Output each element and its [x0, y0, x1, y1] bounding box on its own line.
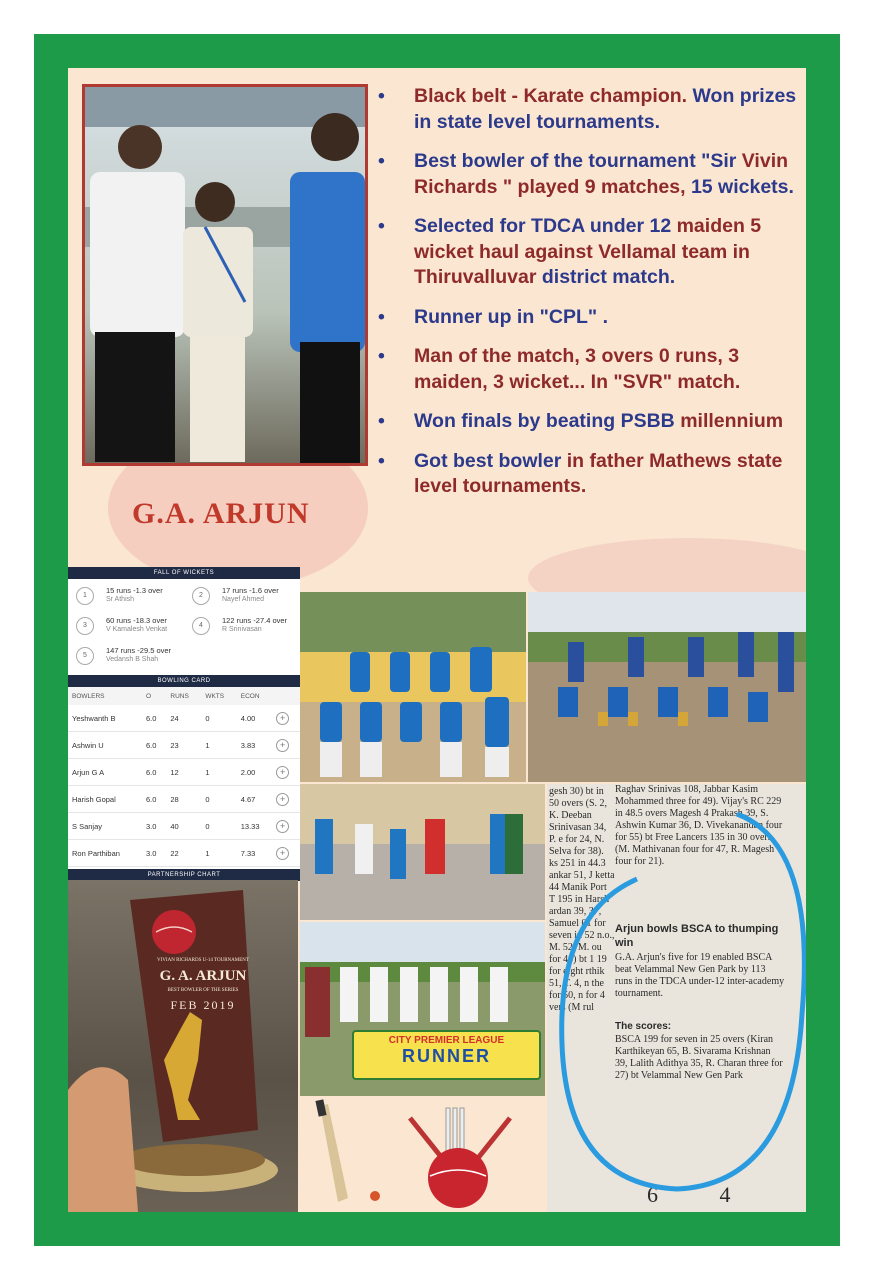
achievement-text: Won prizes in state level tournaments.: [414, 85, 797, 133]
wicket-batsman: Vedansh B Shah: [106, 656, 159, 663]
wicket-number: 3: [76, 617, 94, 635]
cell-econ: 4.00: [237, 705, 272, 732]
achievement-item: [378, 344, 798, 395]
cell-econ: 2.00: [237, 759, 272, 786]
bowling-table: [68, 687, 300, 867]
column-header-spacer: [272, 687, 300, 705]
cell-econ: 4.67: [237, 786, 272, 813]
presentation-photo: [300, 784, 545, 920]
cricket-clipart: [300, 1098, 545, 1212]
cell-runs: 22: [166, 840, 201, 867]
achievement-text: Got best bowler: [414, 449, 567, 472]
wicket-item: [106, 616, 167, 633]
wicket-batsman: Nayef Ahmed: [222, 596, 265, 603]
player-name: G.A. ARJUN: [132, 497, 310, 530]
achievement-text: millennium: [680, 410, 784, 432]
news-headline: Arjun bowls BSCA to thumping win: [615, 923, 779, 949]
table-row: [68, 840, 300, 867]
wicket-batsman: V Kamalesh Venkat: [106, 626, 168, 633]
cell-econ: 3.83: [237, 732, 272, 759]
fall-of-wickets-header: FALL OF WICKETS: [68, 567, 300, 579]
bowling-header-row: [68, 687, 300, 705]
achievement-item: [378, 409, 798, 435]
column-header: ECON: [237, 687, 272, 705]
table-row: [68, 786, 300, 813]
achievement-text: 15 wickets.: [690, 175, 794, 198]
cell-runs: 12: [166, 759, 201, 786]
bowling-body: [68, 705, 300, 867]
achievement-text: Black belt - Karate champion.: [414, 85, 693, 107]
cell-o: 6.0: [142, 786, 166, 813]
achievement-item: [378, 214, 798, 291]
bullet-icon: •: [378, 449, 385, 472]
achievement-item: [378, 305, 798, 331]
bullet-icon: •: [378, 85, 385, 107]
award-photo: [82, 84, 368, 466]
cricket-bat-icon: [315, 1099, 348, 1202]
cell-o: 3.0: [142, 840, 166, 867]
wicket-number: 4: [192, 617, 210, 635]
achievement-text: Man of the match, 3 overs 0 runs, 3 maiden, 3 wicket... In "SVR" match.: [414, 345, 741, 393]
news-upper-text: Raghav Srinivas 108, Jabbar Kasim Mohammed three for 49). Vijay's RC 229 in 48.5 overs Magesh 4 Prakash 39, S. Ashwin Kumar 36, D. Vivekanandan four for 55) bt Free Lancers 135 in 30 overs (M. Mathivanan four for 47, R. Magesh four for 21).: [615, 784, 783, 867]
column-header: BOWLERS: [68, 687, 142, 705]
expand-cell[interactable]: [272, 759, 300, 786]
cell-wkts: 1: [201, 732, 236, 759]
cpl-banner-title: CITY PREMIER LEAGUE: [388, 1035, 505, 1046]
expand-cell[interactable]: [272, 840, 300, 867]
expand-plus-icon[interactable]: +: [276, 712, 289, 725]
cell-runs: 23: [166, 732, 201, 759]
achievement-text: Runner up in "CPL" .: [414, 305, 608, 328]
cell-wkts: 0: [201, 786, 236, 813]
table-row: [68, 759, 300, 786]
newspaper-clipping: [547, 784, 806, 1212]
cell-runs: 28: [166, 786, 201, 813]
bullet-icon: •: [378, 150, 385, 172]
table-row: [68, 705, 300, 732]
wicket-runs: 147 runs -29.5 over: [106, 646, 172, 655]
table-row: [68, 732, 300, 759]
wicket-runs: 17 runs -1.6 over: [222, 586, 279, 595]
achievement-text: Vivin Richards " played 9 matches,: [414, 150, 789, 198]
wicket-runs: 15 runs -1.3 over: [106, 586, 163, 595]
highlight-circle-icon: [547, 784, 806, 1212]
bowling-card-header: BOWLING CARD: [68, 675, 300, 687]
expand-cell[interactable]: [272, 732, 300, 759]
achievements-list: [378, 84, 798, 514]
achievement-item: [378, 84, 798, 135]
cell-o: 3.0: [142, 813, 166, 840]
wicket-number: 5: [76, 647, 94, 665]
cell-name: Ashwin U: [68, 732, 142, 759]
news-scores-label: The scores:: [615, 1021, 672, 1032]
expand-cell[interactable]: [272, 786, 300, 813]
news-body: G.A. Arjun's five for 19 enabled BSCA beat Velammal New Gen Park by 113 runs in the TDCA under-12 inter-academy tournament.: [615, 952, 785, 999]
achievement-text: district match.: [541, 266, 676, 288]
achievement-text: Won finals by beating: [414, 410, 621, 432]
wicket-runs: 122 runs -27.4 over: [222, 616, 288, 625]
table-row: [68, 813, 300, 840]
wicket-item: [106, 646, 171, 663]
cell-o: 6.0: [142, 759, 166, 786]
expand-plus-icon[interactable]: +: [276, 739, 289, 752]
scorecard: [68, 567, 300, 879]
wicket-item: [222, 616, 287, 633]
expand-cell[interactable]: [272, 705, 300, 732]
fall-of-wickets: [68, 579, 300, 675]
expand-cell[interactable]: [272, 813, 300, 840]
cell-wkts: 1: [201, 840, 236, 867]
cell-wkts: 0: [201, 813, 236, 840]
achievement-item: [378, 449, 798, 500]
wicket-item: [106, 586, 163, 603]
achievement-item: [378, 149, 798, 200]
trophy-date: FEB 2019: [170, 998, 236, 1012]
wicket-number: 2: [192, 587, 210, 605]
achievement-text: Best bowler of the tournament "Sir: [414, 150, 742, 172]
cpl-banner: [352, 1030, 541, 1080]
cell-econ: 13.33: [237, 813, 272, 840]
expand-plus-icon[interactable]: +: [276, 820, 289, 833]
wicket-item: [222, 586, 279, 603]
cell-name: Ron Parthiban: [68, 840, 142, 867]
news-scores: BSCA 199 for seven in 25 overs (Kiran Karthikeyan 65, B. Sivarama Krishnan 39, Lalith Adithya 35, R. Charan three for 27) bt Velammal New Gen Park: [615, 1034, 783, 1081]
team-photo-2: [528, 592, 806, 782]
cell-name: Arjun G A: [68, 759, 142, 786]
trophy-name: G. A. ARJUN: [159, 968, 247, 984]
bullet-icon: •: [378, 215, 385, 237]
cell-name: S Sanjay: [68, 813, 142, 840]
cell-name: Harish Gopal: [68, 786, 142, 813]
cell-wkts: 0: [201, 705, 236, 732]
cpl-banner-runner: RUNNER: [401, 1046, 491, 1066]
column-header: WKTS: [201, 687, 236, 705]
column-header: O: [142, 687, 166, 705]
bullet-icon: •: [378, 305, 385, 328]
expand-plus-icon[interactable]: +: [276, 766, 289, 779]
partnership-chart-header: PARTNERSHIP CHART: [68, 869, 300, 881]
news-left-column: gesh 30) bt in 50 overs (S. 2, K. Deeban Srinivasan 34, P. e for 24, N. Selva for 38). ks 251 in 44.3 ankar 51, J ketta 44 Manik Port T 195 in Harsh ardan 39, 37, Samuel 01 for seven in 52 n.o., M. 52, M. ou for 48) bt 1 19 for eight rthik 51, T. 4, n the for 50, n for 4 vers (M rul: [549, 786, 615, 1013]
achievement-text: Selected for TDCA under 12: [414, 215, 677, 237]
cell-econ: 7.33: [237, 840, 272, 867]
achievement-text: in father Mathews state level tournaments.: [414, 449, 783, 497]
trophy-award: BEST BOWLER OF THE SERIES: [167, 988, 239, 993]
cell-o: 6.0: [142, 705, 166, 732]
expand-plus-icon[interactable]: +: [276, 793, 289, 806]
wicket-batsman: R Srinivasan: [222, 626, 262, 633]
expand-plus-icon[interactable]: +: [276, 847, 289, 860]
wicket-number: 1: [76, 587, 94, 605]
cell-o: 6.0: [142, 732, 166, 759]
cell-runs: 40: [166, 813, 201, 840]
cell-name: Yeshwanth B: [68, 705, 142, 732]
bullet-icon: •: [378, 410, 385, 432]
news-page-numbers: 6 4: [647, 1182, 759, 1207]
achievement-text: PSBB: [620, 410, 681, 432]
team-photo-1: [300, 592, 526, 782]
cricket-ball-icon: [428, 1148, 488, 1208]
achievement-text: maiden 5 wicket haul against Vellamal team in Thiruvalluvar: [414, 215, 762, 288]
column-header: RUNS: [166, 687, 201, 705]
cell-runs: 24: [166, 705, 201, 732]
trophy-photo: [68, 880, 298, 1212]
trophy-tournament-label: VIVIAN RICHARDS U-14 TOURNAMENT: [157, 958, 249, 963]
wicket-runs: 60 runs -18.3 over: [106, 616, 167, 625]
cell-wkts: 1: [201, 759, 236, 786]
bullet-icon: •: [378, 345, 385, 367]
wicket-batsman: Sr Athish: [106, 596, 135, 603]
